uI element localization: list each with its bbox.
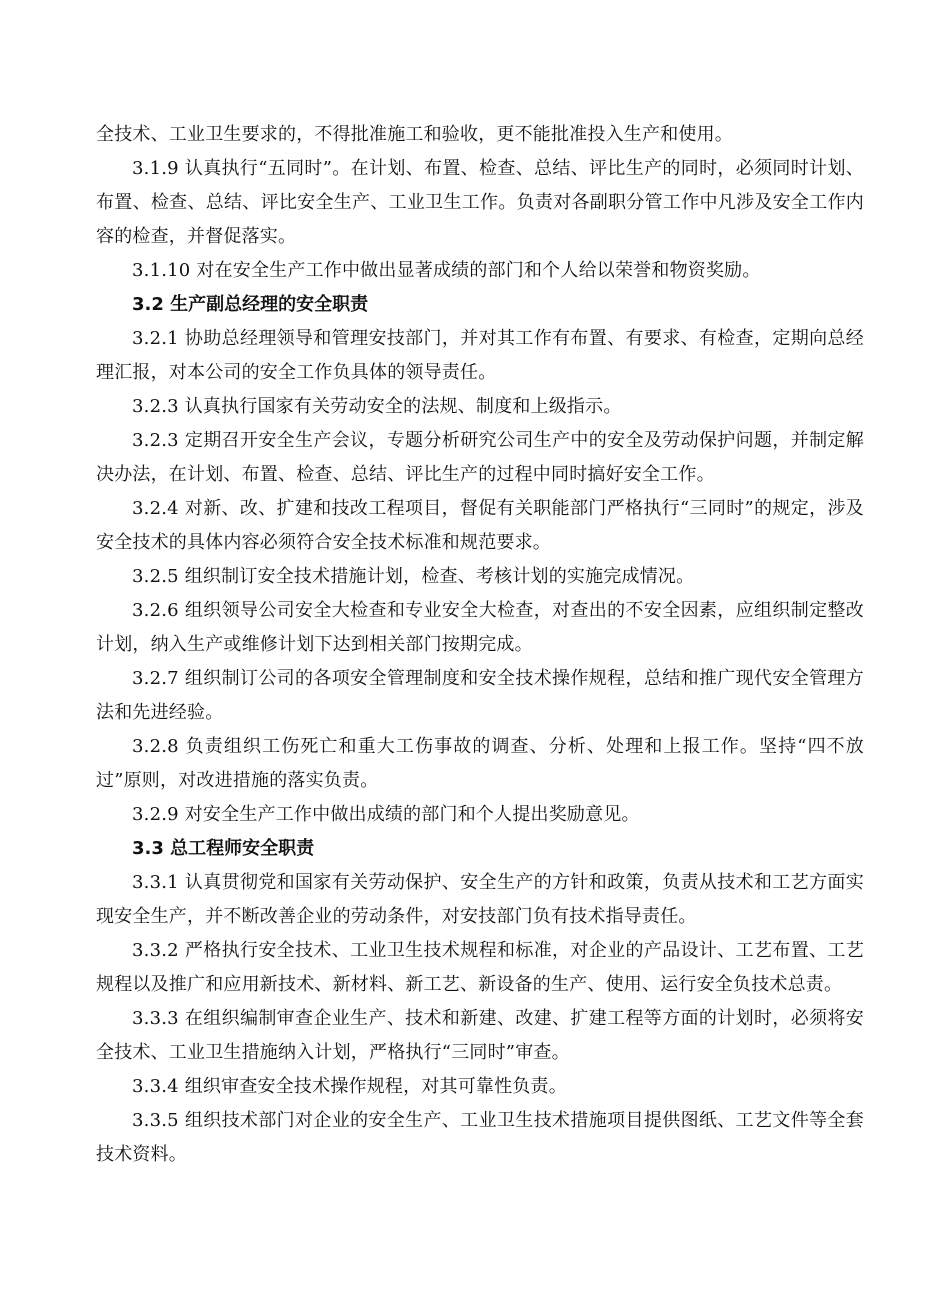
clause-3-1-10: 3.1.10 对在安全生产工作中做出显著成绩的部门和个人给以荣誉和物资奖励。 [132, 260, 761, 281]
clause-3-2-9: 3.2.9 对安全生产工作中做出成绩的部门和个人提出奖励意见。 [132, 804, 640, 825]
clause-3-2-8: 3.2.8 负责组织工伤死亡和重大工伤事故的调查、分析、处理和上报工作。坚持“四不放过”原则，对改进措施的落实负责。 [96, 736, 864, 791]
clause-3-2-7: 3.2.7 组织制订公司的各项安全管理制度和安全技术操作规程，总结和推广现代安全管理方法和先进经验。 [96, 668, 864, 723]
clause-3-3-1: 3.3.1 认真贯彻党和国家有关劳动保护、安全生产的方针和政策，负责从技术和工艺方面实现安全生产，并不断改善企业的劳动条件，对安技部门负有技术指导责任。 [96, 872, 864, 927]
clause-3-2-1: 3.2.1 协助总经理领导和管理安技部门，并对其工作有布置、有要求、有检查，定期向总经理汇报，对本公司的安全工作负具体的领导责任。 [96, 328, 864, 383]
clause-3-2-6: 3.2.6 组织领导公司安全大检查和专业安全大检查，对查出的不安全因素，应组织制定整改计划，纳入生产或维修计划下达到相关部门按期完成。 [96, 600, 864, 655]
clause-3-2-3-a: 3.2.3 认真执行国家有关劳动安全的法规、制度和上级指示。 [132, 396, 622, 417]
section-heading-3-2: 3.2 生产副总经理的安全职责 [132, 294, 369, 315]
clause-3-1-9: 3.1.9 认真执行“五同时”。在计划、布置、检查、总结、评比生产的同时，必须同时计划、布置、检查、总结、评比安全生产、工业卫生工作。负责对各副职分管工作中凡涉及安全工作内容的检查，并督促落实。 [96, 158, 864, 247]
clause-3-3-4: 3.3.4 组织审查安全技术操作规程，对其可靠性负责。 [132, 1076, 567, 1097]
clause-3-3-5: 3.3.5 组织技术部门对企业的安全生产、工业卫生技术措施项目提供图纸、工艺文件等全套技术资料。 [96, 1110, 864, 1165]
clause-3-2-3-b: 3.2.3 定期召开安全生产会议，专题分析研究公司生产中的安全及劳动保护问题，并制定解决办法，在计划、布置、检查、总结、评比生产的过程中同时搞好安全工作。 [96, 430, 864, 485]
clause-3-2-5: 3.2.5 组织制订安全技术措施计划，检查、考核计划的实施完成情况。 [132, 566, 695, 587]
paragraph-continuation: 全技术、工业卫生要求的，不得批准施工和验收，更不能批准投入生产和使用。 [96, 124, 733, 145]
clause-3-2-4: 3.2.4 对新、改、扩建和技改工程项目，督促有关职能部门严格执行“三同时”的规定，涉及安全技术的具体内容必须符合安全技术标准和规范要求。 [96, 498, 864, 553]
document-page [96, 118, 864, 1172]
clause-3-3-2: 3.3.2 严格执行安全技术、工业卫生技术规程和标准，对企业的产品设计、工艺布置、工艺规程以及推广和应用新技术、新材料、新工艺、新设备的生产、使用、运行安全负技术总责。 [96, 940, 864, 995]
clause-3-3-3: 3.3.3 在组织编制审查企业生产、技术和新建、改建、扩建工程等方面的计划时，必须将安全技术、工业卫生措施纳入计划，严格执行“三同时”审查。 [96, 1008, 864, 1063]
section-heading-3-3: 3.3 总工程师安全职责 [132, 838, 315, 859]
